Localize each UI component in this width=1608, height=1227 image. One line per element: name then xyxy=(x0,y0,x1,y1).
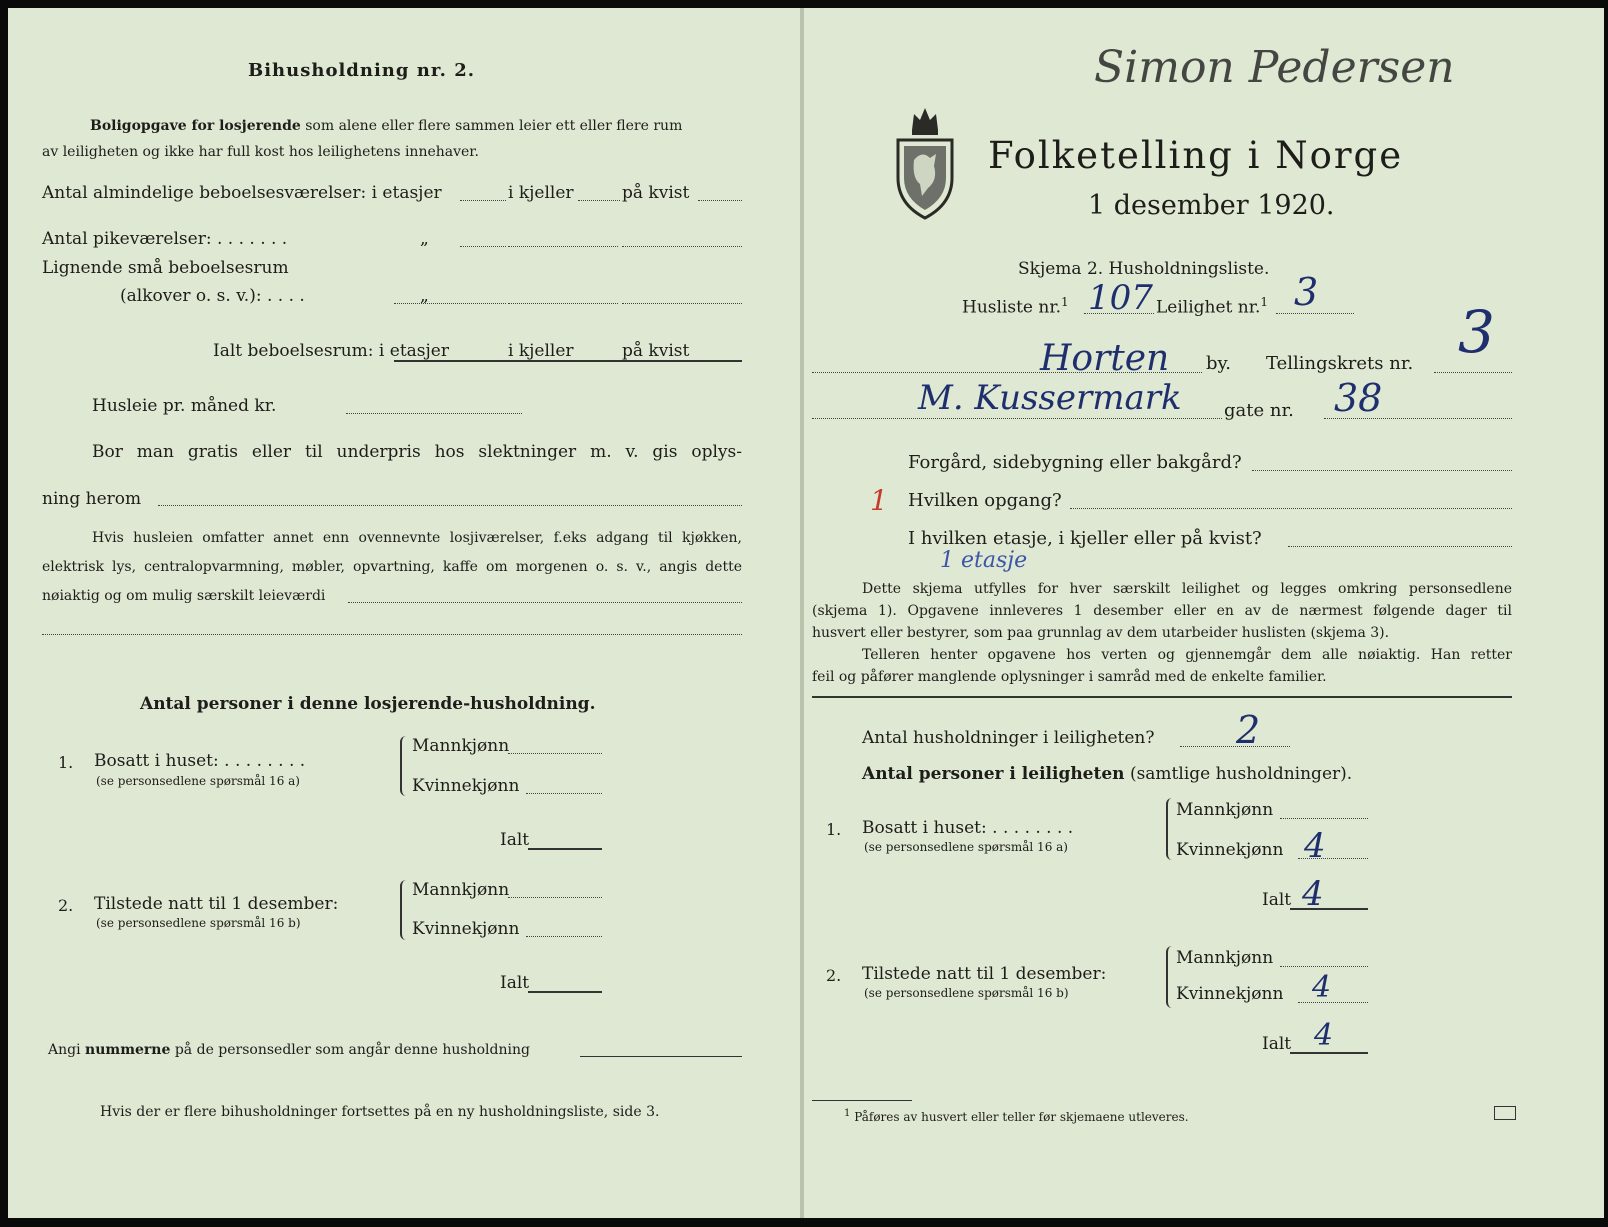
district-label: Tellingskrets nr. xyxy=(1266,353,1414,374)
numbers-label: Angi nummerne på de personsedler som angår denne husholdning xyxy=(48,1042,530,1058)
households-value: 2 xyxy=(1236,708,1261,752)
q1-total-field[interactable] xyxy=(528,848,602,850)
intro-line-1: Boligopgave for losjerende som alene eller flere sammen leier ett eller flere rum xyxy=(90,118,683,134)
q2-number: 2. xyxy=(58,896,74,915)
maid-rooms-cellar-field[interactable] xyxy=(508,246,618,247)
q2-total-field[interactable] xyxy=(528,991,602,993)
maid-rooms-floors-field[interactable] xyxy=(460,246,506,247)
q2-total-label: Ialt xyxy=(1262,1034,1292,1054)
total-rooms-attic-label: på kvist xyxy=(622,341,690,361)
floor-question: I hvilken etasje, i kjeller eller på kvist? xyxy=(908,528,1262,549)
q2-label: Tilstede natt til 1 desember: xyxy=(862,964,1107,984)
q1-female-value: 4 xyxy=(1304,826,1326,866)
rent-includes-line-3: nøiaktig og om mulig særskilt leieværdi xyxy=(42,588,326,604)
persons-heading: Antal personer i denne losjerende-husholdning. xyxy=(140,694,596,714)
q1-number: 1. xyxy=(826,820,842,839)
house-list-label: Husliste nr.$^1$ xyxy=(962,295,1069,318)
courtyard-field[interactable] xyxy=(1252,470,1512,471)
q2-sub: (se personsedlene spørsmål 16 b) xyxy=(96,916,301,930)
apartment-value: 3 xyxy=(1294,270,1319,314)
small-rooms-floors-field[interactable] xyxy=(394,303,506,304)
rooms-label: Antal almindelige beboelsesværelser: i etasjer xyxy=(42,183,442,203)
intro-line-2: av leiligheten og ikke har full kost hos leilighetens innehaver. xyxy=(42,144,479,160)
courtyard-question: Forgård, sidebygning eller bakgård? xyxy=(908,452,1242,473)
q1-female-field[interactable] xyxy=(526,793,602,794)
instructions-line-5: feil og påfører manglende oplysninger i samråd med de enkelte familier. xyxy=(812,669,1327,685)
rent-includes-field-2[interactable] xyxy=(42,634,742,635)
right-page xyxy=(804,8,1604,1218)
q1-sub: (se personsedlene spørsmål 16 a) xyxy=(864,840,1068,854)
q2-female-label: Kvinnekjønn xyxy=(412,919,520,939)
rent-includes-line-2: elektrisk lys, centralopvarmning, møbler, opvartning, kaffe om morgenen o. s. v., angis dette xyxy=(42,559,742,575)
rooms-floors-field[interactable] xyxy=(460,200,506,201)
q2-brace xyxy=(400,880,408,940)
q1-total-label: Ialt xyxy=(500,830,530,850)
entrance-field[interactable] xyxy=(1070,508,1512,509)
q2-male-field[interactable] xyxy=(508,897,602,898)
households-question: Antal husholdninger i leiligheten? xyxy=(862,728,1155,748)
continue-note: Hvis der er flere bihusholdninger fortsettes på en ny husholdningsliste, side 3. xyxy=(100,1104,660,1120)
q1-male-label: Mannkjønn xyxy=(1176,800,1274,820)
rooms-cellar-label: i kjeller xyxy=(508,183,574,203)
instructions-line-4: Telleren henter opgavene hos verten og gjennemgår dem alle nøiaktig. Han retter xyxy=(862,647,1512,663)
q2-female-value: 4 xyxy=(1312,970,1332,1005)
alcoves-label: (alkover o. s. v.): . . . . xyxy=(120,286,305,306)
rent-includes-line-1: Hvis husleien omfatter annet enn ovennevnte losjiværelser, f.eks adgang til kjøkken, xyxy=(92,530,742,546)
floor-value: 1 etasje xyxy=(940,548,1028,573)
signature: Simon Pedersen xyxy=(1094,42,1455,93)
q1-male-field[interactable] xyxy=(508,753,602,754)
q2-male-label: Mannkjønn xyxy=(412,880,510,900)
q2-male-field[interactable] xyxy=(1280,966,1368,967)
form-date: 1 desember 1920. xyxy=(1088,190,1335,221)
q1-brace xyxy=(400,736,408,796)
q2-total-value: 4 xyxy=(1314,1018,1334,1053)
instructions-line-1: Dette skjema utfylles for hver særskilt leilighet og legges omkring personsedlene xyxy=(862,581,1512,597)
street-number-value: 38 xyxy=(1334,376,1383,420)
free-rent-field[interactable] xyxy=(158,505,742,506)
left-page xyxy=(8,8,800,1218)
q1-sub: (se personsedlene spørsmål 16 a) xyxy=(96,774,300,788)
street-value: M. Kussermark xyxy=(918,378,1182,418)
rent-label: Husleie pr. måned kr. xyxy=(92,396,277,416)
entrance-question: Hvilken opgang? xyxy=(908,490,1062,511)
ditto-mark-2: „ xyxy=(420,286,429,306)
q1-total-label: Ialt xyxy=(1262,890,1292,910)
q2-female-label: Kvinnekjønn xyxy=(1176,984,1284,1004)
q2-male-label: Mannkjønn xyxy=(1176,948,1274,968)
coat-of-arms-icon xyxy=(892,100,958,224)
q1-label: Bosatt i huset: . . . . . . . . xyxy=(94,751,306,771)
households-field[interactable] xyxy=(1180,746,1290,747)
small-rooms-attic-field[interactable] xyxy=(622,303,742,304)
q2-total-label: Ialt xyxy=(500,973,530,993)
q1-male-field[interactable] xyxy=(1280,818,1368,819)
q1-female-label: Kvinnekjønn xyxy=(1176,840,1284,860)
persons-heading: Antal personer i leiligheten (samtlige husholdninger). xyxy=(862,764,1353,784)
total-rooms-cellar-label: i kjeller xyxy=(508,341,574,361)
q1-brace xyxy=(1166,798,1174,860)
form-title: Folketelling i Norge xyxy=(988,134,1404,177)
printer-mark-icon xyxy=(1494,1106,1516,1120)
street-label: gate nr. xyxy=(1224,400,1294,421)
rent-field[interactable] xyxy=(346,413,522,414)
free-rent-line-2: ning herom xyxy=(42,489,142,509)
q1-male-label: Mannkjønn xyxy=(412,736,510,756)
free-rent-line-1: Bor man gratis eller til underpris hos slektninger m. v. gis oplys- xyxy=(92,442,742,462)
section-divider xyxy=(812,696,1512,698)
town-value: Horten xyxy=(1040,338,1170,379)
apartment-label: Leilighet nr.$^1$ xyxy=(1156,295,1269,318)
numbers-field[interactable] xyxy=(580,1056,742,1057)
q2-label: Tilstede natt til 1 desember: xyxy=(94,894,339,914)
small-rooms-label: Lignende små beboelsesrum xyxy=(42,258,289,278)
q2-brace xyxy=(1166,946,1174,1008)
street-field[interactable] xyxy=(812,418,1222,419)
town-label: by. xyxy=(1206,353,1232,374)
small-rooms-cellar-field[interactable] xyxy=(508,303,618,304)
rooms-cellar-field[interactable] xyxy=(578,200,620,201)
district-value: 3 xyxy=(1458,298,1495,366)
q1-total-value: 4 xyxy=(1302,874,1324,914)
maid-rooms-label: Antal pikeværelser: . . . . . . . xyxy=(42,229,288,249)
instructions-line-2: (skjema 1). Opgavene innleveres 1 desember eller en av de nærmest følgende dager til xyxy=(812,603,1512,619)
left-heading: Bihusholdning nr. 2. xyxy=(248,60,475,81)
q1-label: Bosatt i huset: . . . . . . . . xyxy=(862,818,1074,838)
rooms-attic-label: på kvist xyxy=(622,183,690,203)
district-field[interactable] xyxy=(1434,372,1512,373)
entrance-mark: 1 xyxy=(870,484,888,517)
rent-includes-field[interactable] xyxy=(348,602,742,603)
rooms-attic-field[interactable] xyxy=(698,200,742,201)
q2-sub: (se personsedlene spørsmål 16 b) xyxy=(864,986,1069,1000)
total-rooms-field[interactable] xyxy=(394,360,742,362)
q1-number: 1. xyxy=(58,753,74,772)
footnote-text: $^1$ Påføres av husvert eller teller før skjemaene utleveres. xyxy=(844,1108,1189,1124)
q2-female-field[interactable] xyxy=(1298,1002,1368,1003)
q1-female-label: Kvinnekjønn xyxy=(412,776,520,796)
q2-number: 2. xyxy=(826,966,842,985)
q2-female-field[interactable] xyxy=(526,936,602,937)
ditto-mark-1: „ xyxy=(420,229,429,249)
total-rooms-label: Ialt beboelsesrum: i etasjer xyxy=(213,341,449,361)
maid-rooms-attic-field[interactable] xyxy=(622,246,742,247)
schema-label: Skjema 2. Husholdningsliste. xyxy=(1018,259,1270,279)
house-list-value: 107 xyxy=(1088,278,1153,318)
footnote-rule xyxy=(812,1100,912,1101)
floor-field[interactable] xyxy=(1288,546,1512,547)
instructions-line-3: husvert eller bestyrer, som paa grunnlag av dem utarbeider huslisten (skjema 3). xyxy=(812,625,1390,641)
